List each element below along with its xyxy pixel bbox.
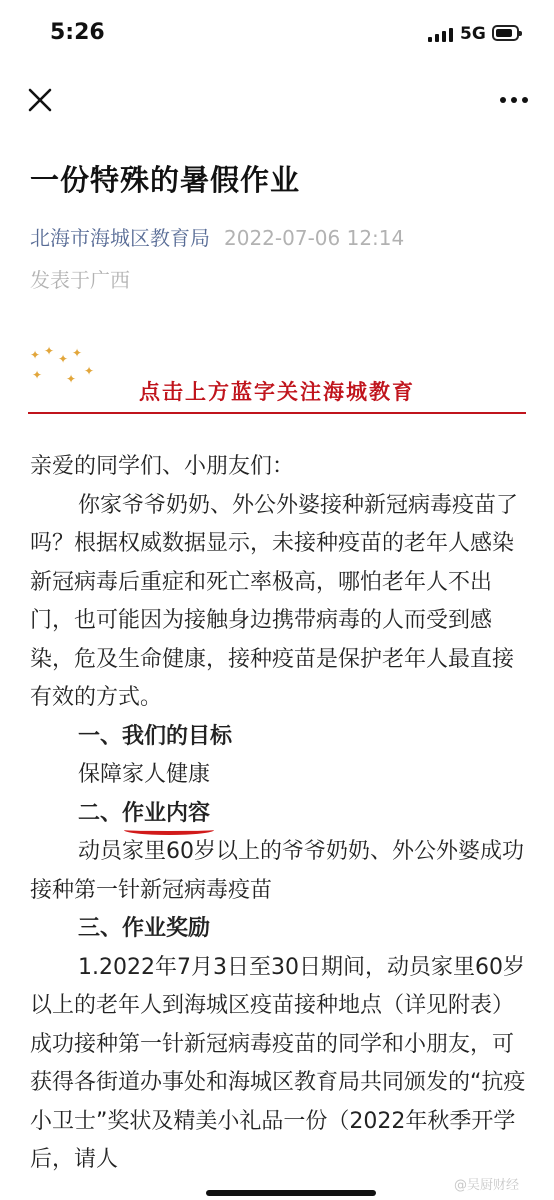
close-button[interactable]	[26, 86, 54, 114]
article-title: 一份特殊的暑假作业	[30, 163, 301, 197]
sparkle-icon: ✦	[58, 352, 69, 366]
greeting: 亲爱的同学们、小朋友们：	[30, 454, 295, 479]
watermark: @吴厨财经	[454, 1178, 520, 1193]
more-dots-icon	[498, 88, 530, 112]
banner-divider	[28, 412, 526, 414]
follow-banner[interactable]	[28, 342, 526, 414]
article-body	[30, 448, 530, 1180]
sparkle-icon: ✦	[66, 372, 77, 386]
network-type: 5G	[460, 24, 486, 44]
sparkle-icon: ✦	[30, 348, 41, 362]
section-heading-1: 一、我们的目标	[78, 723, 233, 749]
status-time: 5:26	[50, 20, 105, 45]
section-body-3: 1.2022年7月3日至30日期间，动员家里60岁以上的老年人到海城区疫苗接种地点（详见附表）成功接种第一针新冠病毒疫苗的同学和小朋友，可获得各街道办事处和海城区教育局共同颁发的“抗疫小卫士”奖状及精美小礼品一份（2022年秋季开学后，请人	[30, 954, 526, 1172]
section-heading-3: 三、作业奖励	[78, 916, 211, 941]
close-icon	[26, 86, 54, 114]
section-body-1: 保障家人健康	[78, 762, 211, 787]
banner-text: 点击上方蓝字关注海城教育	[139, 380, 415, 404]
status-bar	[0, 0, 554, 70]
nav-bar	[0, 70, 554, 130]
section-heading-2: 二、作业内容	[30, 795, 530, 834]
more-button[interactable]	[498, 88, 530, 112]
battery-icon	[492, 25, 519, 41]
signal-strength-icon	[428, 27, 453, 42]
highlighted-heading: 作业内容	[122, 795, 210, 834]
publish-region: 发表于广西	[30, 268, 130, 292]
home-indicator[interactable]	[206, 1190, 376, 1196]
sparkle-icon: ✦	[44, 344, 55, 358]
publish-date: 2022-07-06 12:14	[224, 226, 405, 250]
sparkle-icon: ✦	[32, 368, 43, 382]
author-link[interactable]: 北海市海城区教育局	[30, 226, 210, 250]
sparkle-icon: ✦	[72, 346, 83, 360]
article-meta	[30, 222, 404, 251]
sparkle-icon: ✦	[84, 364, 95, 378]
intro-paragraph: 你家爷爷奶奶、外公外婆接种新冠病毒疫苗了吗？根据权威数据显示，未接种疫苗的老年人感染新冠病毒后重症和死亡率极高，哪怕老年人不出门，也可能因为接触身边携带病毒的人而受到感染，危及生命健康，接种疫苗是保护老年人最直接有效的方式。	[30, 492, 519, 710]
section-body-2: 动员家里60岁以上的爷爷奶奶、外公外婆成功接种第一针新冠病毒疫苗	[30, 839, 524, 903]
